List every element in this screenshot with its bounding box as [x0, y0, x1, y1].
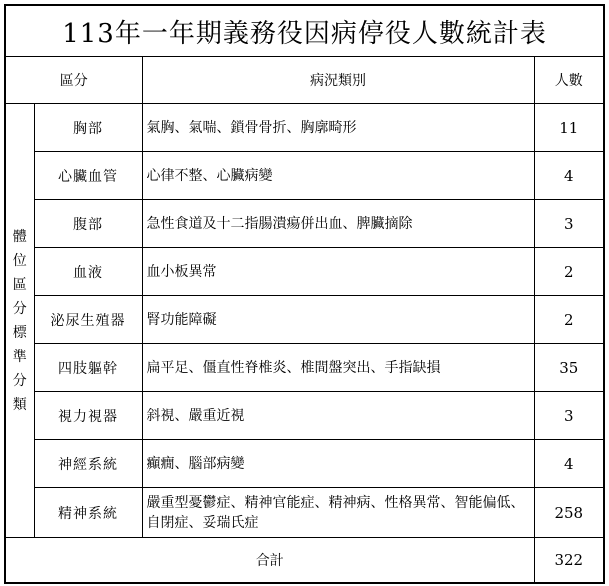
system-cell: 泌尿生殖器	[34, 296, 142, 344]
condition-cell: 心律不整、心臟病變	[142, 152, 534, 200]
system-cell: 神經系統	[34, 440, 142, 488]
condition-cell: 血小板異常	[142, 248, 534, 296]
group-char: 位	[12, 252, 27, 269]
table-row	[5, 248, 604, 296]
system-cell: 血液	[34, 248, 142, 296]
statistics-table	[4, 4, 605, 584]
statistics-document	[4, 4, 605, 584]
condition-cell: 急性食道及十二指腸潰瘍併出血、脾臟摘除	[142, 200, 534, 248]
count-cell: 3	[534, 200, 604, 248]
group-label	[5, 104, 34, 538]
table-title: 113年一年期義務役因病停役人數統計表	[5, 5, 604, 57]
condition-cell: 扁平足、僵直性脊椎炎、椎間盤突出、手指缺損	[142, 344, 534, 392]
group-char: 標	[12, 324, 27, 341]
group-char: 類	[12, 396, 27, 413]
total-row	[5, 538, 604, 584]
system-cell: 心臟血管	[34, 152, 142, 200]
condition-cell: 癲癇、腦部病變	[142, 440, 534, 488]
count-cell: 258	[534, 488, 604, 538]
group-char: 分	[12, 372, 27, 389]
total-label: 合計	[5, 538, 534, 584]
header-count: 人數	[534, 57, 604, 104]
condition-cell: 腎功能障礙	[142, 296, 534, 344]
system-cell: 腹部	[34, 200, 142, 248]
group-char: 體	[12, 228, 27, 245]
condition-cell: 氣胸、氣喘、鎖骨骨折、胸廓畸形	[142, 104, 534, 152]
table-row	[5, 296, 604, 344]
table-row	[5, 200, 604, 248]
total-count: 322	[534, 538, 604, 584]
table-row	[5, 152, 604, 200]
header-category: 區分	[5, 57, 142, 104]
group-char: 分	[12, 300, 27, 317]
count-cell: 4	[534, 152, 604, 200]
condition-cell: 嚴重型憂鬱症、精神官能症、精神病、性格異常、智能偏低、自閉症、妥瑞氏症	[142, 488, 534, 538]
count-cell: 3	[534, 392, 604, 440]
table-row	[5, 344, 604, 392]
system-cell: 視力視器	[34, 392, 142, 440]
system-cell: 胸部	[34, 104, 142, 152]
count-cell: 11	[534, 104, 604, 152]
group-char: 區	[12, 276, 27, 293]
count-cell: 2	[534, 296, 604, 344]
count-cell: 35	[534, 344, 604, 392]
table-row	[5, 392, 604, 440]
group-char: 準	[12, 348, 27, 365]
system-cell: 精神系統	[34, 488, 142, 538]
condition-cell: 斜視、嚴重近視	[142, 392, 534, 440]
count-cell: 4	[534, 440, 604, 488]
system-cell: 四肢軀幹	[34, 344, 142, 392]
count-cell: 2	[534, 248, 604, 296]
table-row	[5, 488, 604, 538]
header-condition: 病況類別	[142, 57, 534, 104]
table-row	[5, 440, 604, 488]
table-row	[5, 104, 604, 152]
